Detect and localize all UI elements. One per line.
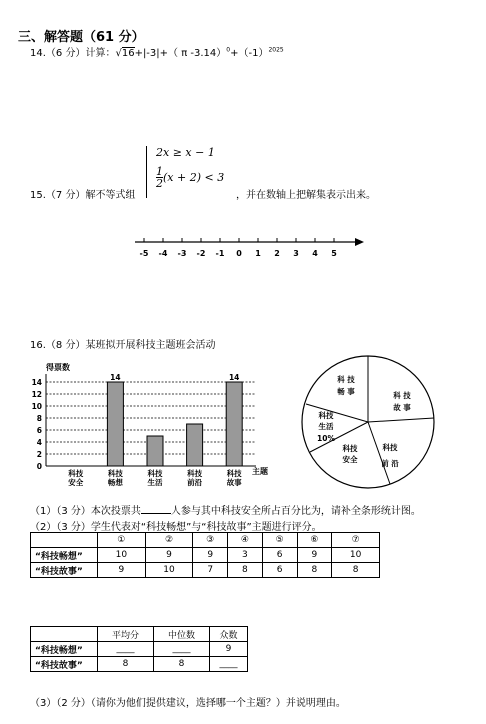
pie-label: 前 沿 [381,459,399,468]
y-tick-label: 2 [36,450,42,459]
table-cell: 6 [262,563,297,578]
table-row-label: “科技畅想” [31,642,98,657]
bar-chart [30,356,290,496]
pie-label: 安全 [342,455,358,464]
pie-divider [368,418,434,422]
table-cell: 9 [145,548,193,563]
x-tick-label: 科技 [147,469,163,478]
q14-exp0: 0 [226,46,231,54]
q15-line2 [156,166,224,189]
y-tick-label: 4 [36,438,42,447]
table-cell[interactable]: ____ [98,642,154,657]
q15-number: 15.（7 分）解不等式组 [30,190,136,201]
table-header: ⑥ [297,533,332,548]
table-cell: 6 [262,548,297,563]
q16-sub1 [30,502,421,517]
pie-divider [368,422,390,484]
table-cell: 10 [98,548,146,563]
table-row-label: “科技故事” [31,657,98,672]
q16-number: 16.（8 分）某班拟开展科技主题班会活动 [30,340,216,351]
y-tick-label: 0 [36,462,42,471]
number-line-label: -1 [215,249,225,258]
y-tick-label: 14 [31,378,42,387]
table-cell: 10 [332,548,380,563]
table-cell[interactable]: ____ [209,657,247,672]
x-tick-label: 前沿 [187,478,203,487]
x-tick-label: 科技 [187,469,203,478]
x-tick-label: 科技 [68,469,84,478]
q14-expr: +|-3|+（ π -3.14） [134,48,227,59]
table-cell: 9 [297,548,332,563]
table-cell: 8 [332,563,380,578]
table-header: ① [98,533,146,548]
table-header: ④ [228,533,263,548]
table-header: 平均分 [98,627,154,642]
table-cell: 9 [98,563,146,578]
table-cell: 9 [209,642,247,657]
y-tick-label: 10 [31,402,42,411]
table-cell: 8 [153,657,209,672]
number-line-label: 4 [312,249,318,258]
pie-label: 畅 事 [337,387,355,396]
sqrt-sign: √ [115,48,122,59]
table-cell: 7 [193,563,228,578]
q15-line1: 2x ≥ x − 1 [156,146,215,159]
question-14 [30,44,284,59]
pie-label: 故 事 [393,403,411,412]
section-title: 三、解答题（61 分） [18,30,145,45]
pie-label: 10% [317,434,335,443]
table-cell: 8 [228,563,263,578]
q14-number: 14.（6 分）计算： [30,48,116,59]
q14-exp2025: 2025 [268,46,284,54]
bar [147,436,163,466]
data-label: 14 [228,373,240,382]
table-cell: 8 [297,563,332,578]
x-tick-label: 畅想 [107,478,123,487]
bar [107,382,123,466]
table-header: ⑤ [262,533,297,548]
table-row [31,563,380,578]
q15-tail: ，并在数轴上把解集表示出来。 [236,190,376,201]
table-row-label: “科技畅想” [31,548,98,563]
q14-sqrt-value: 16 [121,48,135,59]
pie-divider [306,404,368,422]
table-cell: 3 [228,548,263,563]
score-table [30,532,380,578]
x-tick-label: 科技 [226,469,242,478]
pie-label: 科 技 [393,391,411,400]
table-cell[interactable]: ____ [153,642,209,657]
q16-sub1-text: （1）（3 分）本次投票共 [30,506,141,517]
bar [226,382,242,466]
pie-label: 生活 [318,422,334,431]
number-line-label: 2 [274,249,280,258]
answer-blank[interactable] [141,505,171,514]
number-line [130,232,370,262]
table-cell [31,533,98,548]
q15-line2-rest: (x + 2) < 3 [163,171,225,184]
number-line-label: 5 [331,249,337,258]
pie-label: 科 技 [337,375,355,384]
number-line-label: -5 [139,249,149,258]
q15-system-brace [146,146,153,198]
x-tick-label: 科技 [107,469,123,478]
y-tick-label: 8 [36,414,42,423]
stats-table [30,626,248,672]
table-row-label: “科技故事” [31,563,98,578]
x-tick-label: 故事 [226,478,242,487]
number-line-arrow [355,238,364,246]
pie-label: 科技 [318,411,334,420]
chart-ylabel: 得票数 [46,363,70,372]
table-header: ⑦ [332,533,380,548]
table-header: ③ [193,533,228,548]
table-row [31,642,248,657]
x-tick-label: 安全 [68,478,84,487]
data-label: 14 [110,373,121,382]
number-line-label: 0 [236,249,242,258]
y-tick-label: 6 [36,426,42,435]
q16-sub3: （3）（2 分）（请你为他们提供建议，选择哪一个主题？）并说明理由。 [30,698,346,709]
table-header: ② [145,533,193,548]
table-header: 众数 [209,627,247,642]
chart-xlabel: 主题 [252,467,268,476]
q14-expr2: +（-1） [230,48,269,59]
table-row [31,548,380,563]
y-tick-label: 12 [31,390,42,399]
table-cell: 9 [193,548,228,563]
number-line-label: -2 [196,249,206,258]
number-line-label: -3 [177,249,187,258]
pie-chart [298,352,438,492]
pie-label: 科技 [382,443,398,452]
number-line-label: 1 [255,249,261,258]
q15-frac-den: 2 [156,177,163,190]
table-header: 中位数 [153,627,209,642]
bar [187,424,203,466]
table-cell [31,627,98,642]
q15-frac-num: 1 [156,165,163,178]
x-tick-label: 生活 [147,478,163,487]
pie-label: 科技 [342,444,358,453]
table-row [31,657,248,672]
table-row [31,627,248,642]
q16-sub1-text-b: 人参与其中科技安全所占百分比为，请补全条形统计图。 [170,506,421,517]
number-line-label: 3 [293,249,299,258]
table-row [31,533,380,548]
table-cell: 8 [98,657,154,672]
number-line-label: -4 [158,249,168,258]
q16-sub2: （2）（3 分）学生代表对“科技畅想”与“科技故事”主题进行评分。 [30,522,322,533]
table-cell: 10 [145,563,193,578]
